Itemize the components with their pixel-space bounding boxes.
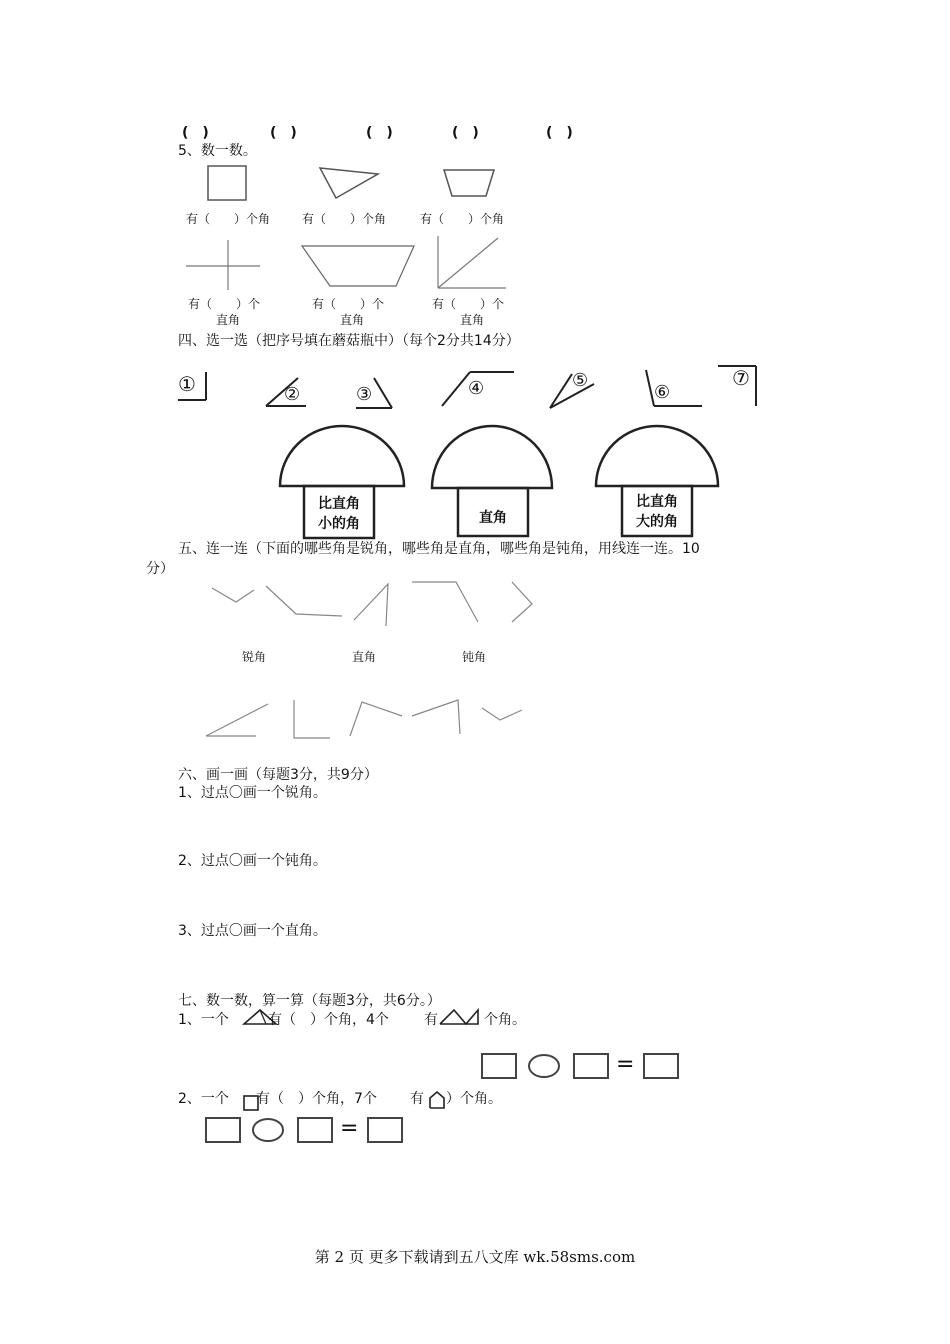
equals-sign-1: = — [616, 1052, 635, 1077]
q5-sub-angles: 直角 — [460, 313, 485, 327]
q5-label-cross: 有（ ）个 — [188, 297, 261, 311]
sec7-item2-a: 2、一个 — [178, 1091, 229, 1107]
marker-3: ③ — [356, 384, 373, 405]
sec5-title: 五、连一连（下面的哪些角是锐角，哪些角是直角，哪些角是钝角，用线连一连。10 — [178, 541, 700, 557]
q5-title: 5、数一数。 — [178, 143, 257, 159]
sec6-item-2: 2、过点〇画一个钝角。 — [178, 853, 327, 869]
q5-sub-quad: 直角 — [340, 313, 365, 327]
sec7-item2-c: 有 — [410, 1091, 424, 1107]
mushroom-2-line1: 直角 — [479, 510, 507, 526]
sec6-item-1: 1、过点〇画一个锐角。 — [178, 785, 327, 801]
sec7-item2-b: 有（ ）个角，7个 — [256, 1091, 377, 1107]
answer-paren-5: ( ) — [546, 125, 573, 141]
sec7-item2-d: ）个角。 — [446, 1091, 502, 1107]
mushroom-1-line2: 小的角 — [318, 516, 360, 532]
q5-label-quad: 有（ ）个 — [312, 297, 385, 311]
label-acute: 锐角 — [242, 650, 267, 664]
answer-paren-3: ( ) — [366, 125, 393, 141]
sec7-item1-b: 有（ ）个角，4个 — [268, 1012, 389, 1028]
sec6-title: 六、画一画（每题3分，共9分） — [178, 767, 378, 783]
sec7-item1-c: 有 — [424, 1012, 438, 1028]
label-right: 直角 — [352, 650, 377, 664]
sec6-item-3: 3、过点〇画一个直角。 — [178, 923, 327, 939]
label-obtuse: 钝角 — [462, 650, 487, 664]
sec7-title: 七、数一数，算一算（每题3分，共6分。） — [178, 993, 441, 1009]
q5-label-triangle: 有（ ）个角 — [302, 212, 387, 226]
sec7-item1-a: 1、一个 — [178, 1012, 229, 1028]
marker-6: ⑥ — [654, 382, 671, 403]
marker-4: ④ — [468, 378, 485, 399]
q5-label-angles: 有（ ）个 — [432, 297, 505, 311]
sec4-title: 四、选一选（把序号填在蘑菇瓶中）（每个2分共14分） — [178, 333, 520, 349]
q5-sub-cross: 直角 — [216, 313, 241, 327]
mushroom-1-line1: 比直角 — [318, 496, 360, 512]
marker-7: ⑦ — [732, 366, 750, 390]
q5-label-square: 有（ ）个角 — [186, 212, 271, 226]
mushroom-3-line2: 大的角 — [636, 514, 678, 530]
q5-label-trapezoid: 有（ ）个角 — [420, 212, 505, 226]
answer-paren-4: ( ) — [452, 125, 479, 141]
mushroom-3-line1: 比直角 — [636, 494, 678, 510]
marker-1: ① — [178, 372, 196, 396]
sec5-title-cont: 分） — [146, 561, 174, 577]
page-footer: 第 2 页 更多下载请到五八文库 wk.58sms.com — [314, 1248, 636, 1266]
equals-sign-2: = — [340, 1116, 359, 1141]
answer-paren-1: ( ) — [182, 125, 209, 141]
marker-5: ⑤ — [572, 370, 589, 391]
marker-2: ② — [284, 384, 301, 405]
answer-paren-2: ( ) — [270, 125, 297, 141]
sec7-item1-d: 个角。 — [484, 1012, 526, 1028]
